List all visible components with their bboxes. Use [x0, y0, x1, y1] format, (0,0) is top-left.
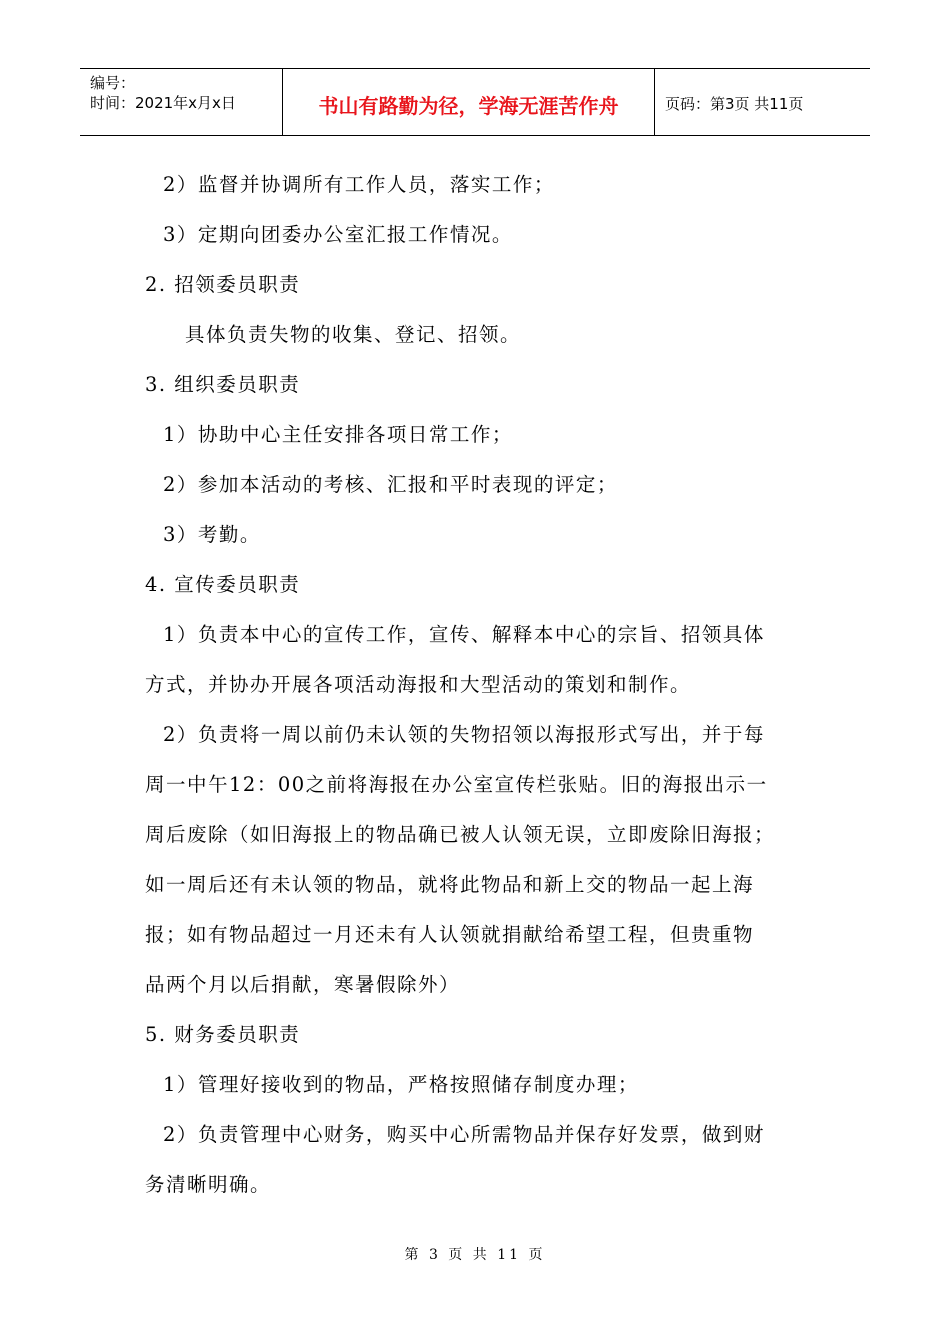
body-line: 1）协助中心主任安排各项日常工作；: [163, 423, 513, 446]
document-body: [145, 160, 825, 1210]
body-line: 具体负责失物的收集、登记、招领。: [185, 323, 522, 346]
section-heading: 2. 招领委员职责: [145, 273, 301, 296]
section-heading: 4. 宣传委员职责: [145, 573, 301, 596]
body-line: 品两个月以后捐献，寒暑假除外）: [145, 973, 461, 996]
body-line: 务清晰明确。: [145, 1173, 272, 1196]
page-footer: 第 3 页 共 11 页: [404, 1247, 546, 1263]
header-motto: 书山有路勤为径，学海无涯苦作舟: [283, 69, 655, 135]
header-meta-cell: [80, 69, 283, 135]
body-line: 3）考勤。: [163, 523, 261, 546]
body-line: 1）负责本中心的宣传工作，宣传、解释本中心的宗旨、招领具体: [163, 623, 765, 646]
section-heading: 3. 组织委员职责: [145, 373, 301, 396]
section-heading: 5. 财务委员职责: [145, 1023, 301, 1046]
body-line: 2）监督并协调所有工作人员，落实工作；: [163, 173, 555, 196]
document-number-label: 编号：: [90, 74, 136, 92]
body-line: 如一周后还有未认领的物品，就将此物品和新上交的物品一起上海: [145, 873, 755, 896]
body-line: 2）参加本活动的考核、汇报和平时表现的评定；: [163, 473, 618, 496]
page-header: [80, 68, 870, 136]
body-line: 报；如有物品超过一月还未有人认领就捐献给希望工程，但贵重物: [145, 923, 755, 946]
header-page-number: 页码：第3页 共11页: [665, 94, 804, 113]
document-date-label: 时间：2021年x月x日: [90, 94, 236, 112]
body-line: 周后废除（如旧海报上的物品确已被人认领无误，立即废除旧海报；: [145, 823, 776, 846]
body-line: 周一中午12：00之前将海报在办公室宣传栏张贴。旧的海报出示一: [145, 773, 768, 796]
body-line: 2）负责将一周以前仍未认领的失物招领以海报形式写出，并于每: [163, 723, 765, 746]
body-line: 2）负责管理中心财务，购买中心所需物品并保存好发票，做到财: [163, 1123, 765, 1146]
body-line: 3）定期向团委办公室汇报工作情况。: [163, 223, 513, 246]
body-line: 1）管理好接收到的物品，严格按照储存制度办理；: [163, 1073, 639, 1096]
body-line: 方式，并协办开展各项活动海报和大型活动的策划和制作。: [145, 673, 692, 696]
